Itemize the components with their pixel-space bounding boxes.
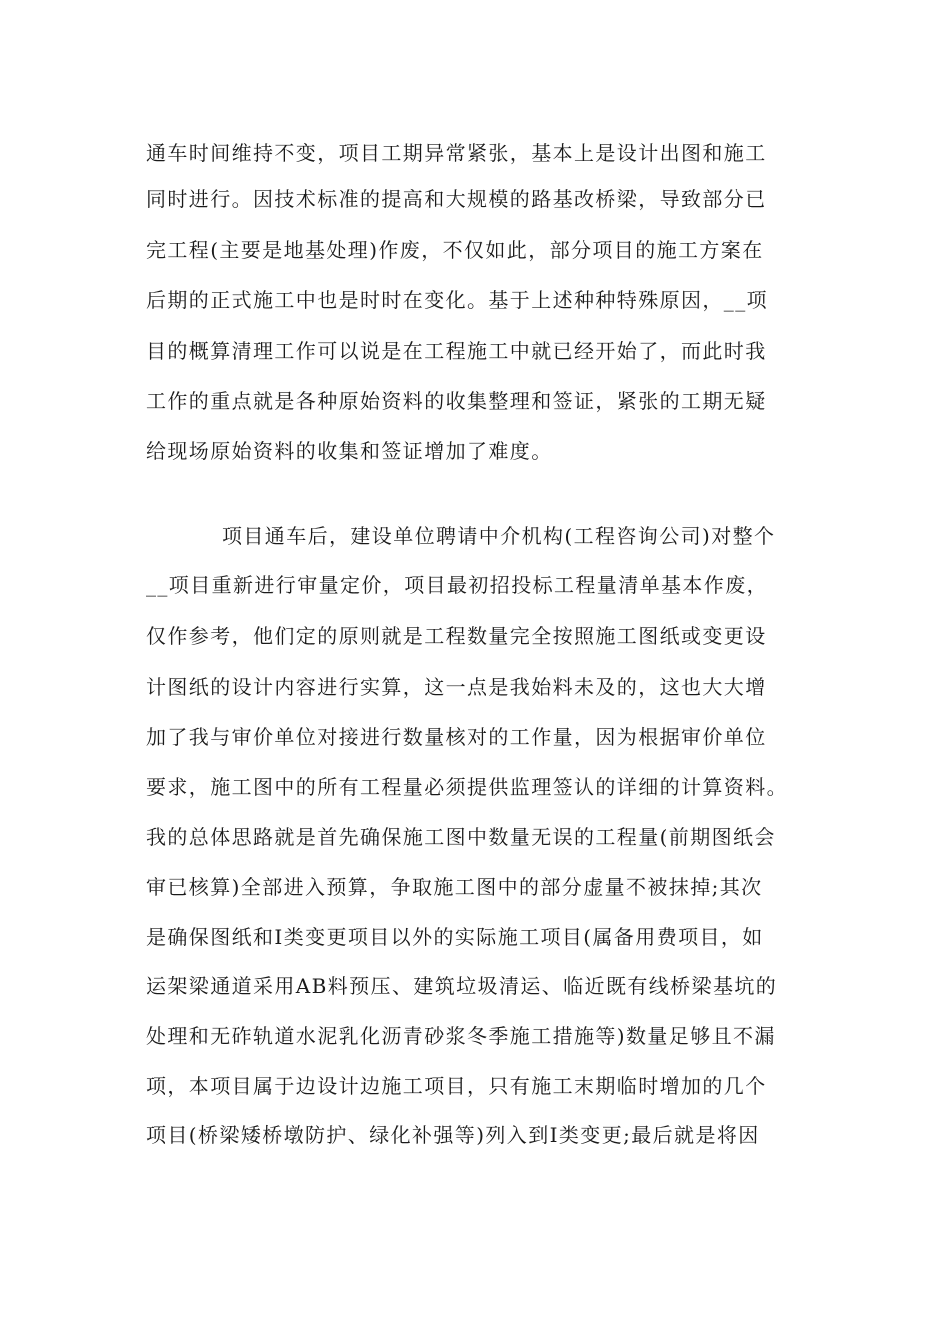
paragraph-1-line: 目的概算清理工作可以说是在工程施工中就已经开始了，而此时我 [146,339,767,363]
paragraph-2-line: 我的总体思路就是首先确保施工图中数量无误的工程量(前期图纸会 [146,825,776,849]
paragraph-2-line: 项，本项目属于边设计边施工项目，只有施工末期临时增加的几个 [146,1074,767,1098]
paragraph-2-line: 运架梁通道采用AB料预压、建筑垃圾清运、临近既有线桥梁基坑的 [146,974,778,998]
paragraph-1-line: 通车时间维持不变，项目工期异常紧张，基本上是设计出图和施工 [146,141,767,165]
paragraph-2-line: 审已核算)全部进入预算，争取施工图中的部分虚量不被抹掉;其次 [146,875,763,899]
paragraph-1-line: 完工程(主要是地基处理)作废，不仅如此，部分项目的施工方案在 [146,238,764,262]
paragraph-2-line: 项目(桥梁矮桥墩防护、绿化补强等)列入到Ⅰ类变更;最后就是将因 [146,1123,760,1147]
paragraph-1-line: 工作的重点就是各种原始资料的收集整理和签证，紧张的工期无疑 [146,389,767,413]
paragraph-2-line: 加了我与审价单位对接进行数量核对的工作量，因为根据审价单位 [146,725,767,749]
paragraph-1-line: 同时进行。因技术标准的提高和大规模的路基改桥梁，导致部分已 [146,187,767,211]
paragraph-2-line: __项目重新进行审量定价，项目最初招投标工程量清单基本作废， [146,573,768,597]
paragraph-1-line: 给现场原始资料的收集和签证增加了难度。 [146,439,553,463]
paragraph-2-line: 要求，施工图中的所有工程量必须提供监理签认的详细的计算资料。 [146,775,788,799]
paragraph-2-line: 计图纸的设计内容进行实算，这一点是我始料未及的，这也大大增 [146,675,767,699]
paragraph-2-line: 是确保图纸和Ⅰ类变更项目以外的实际施工项目(属备用费项目，如 [146,925,764,949]
paragraph-2-line: 仅作参考，他们定的原则就是工程数量完全按照施工图纸或变更设 [146,624,767,648]
paragraph-1-line: 后期的正式施工中也是时时在变化。基于上述种种特殊原因，__项 [146,288,768,312]
paragraph-2-line: 处理和无砟轨道水泥乳化沥青砂浆冬季施工措施等)数量足够且不漏 [146,1024,776,1048]
paragraph-2-first-line: 项目通车后，建设单位聘请中介机构(工程咨询公司)对整个 [222,524,776,548]
